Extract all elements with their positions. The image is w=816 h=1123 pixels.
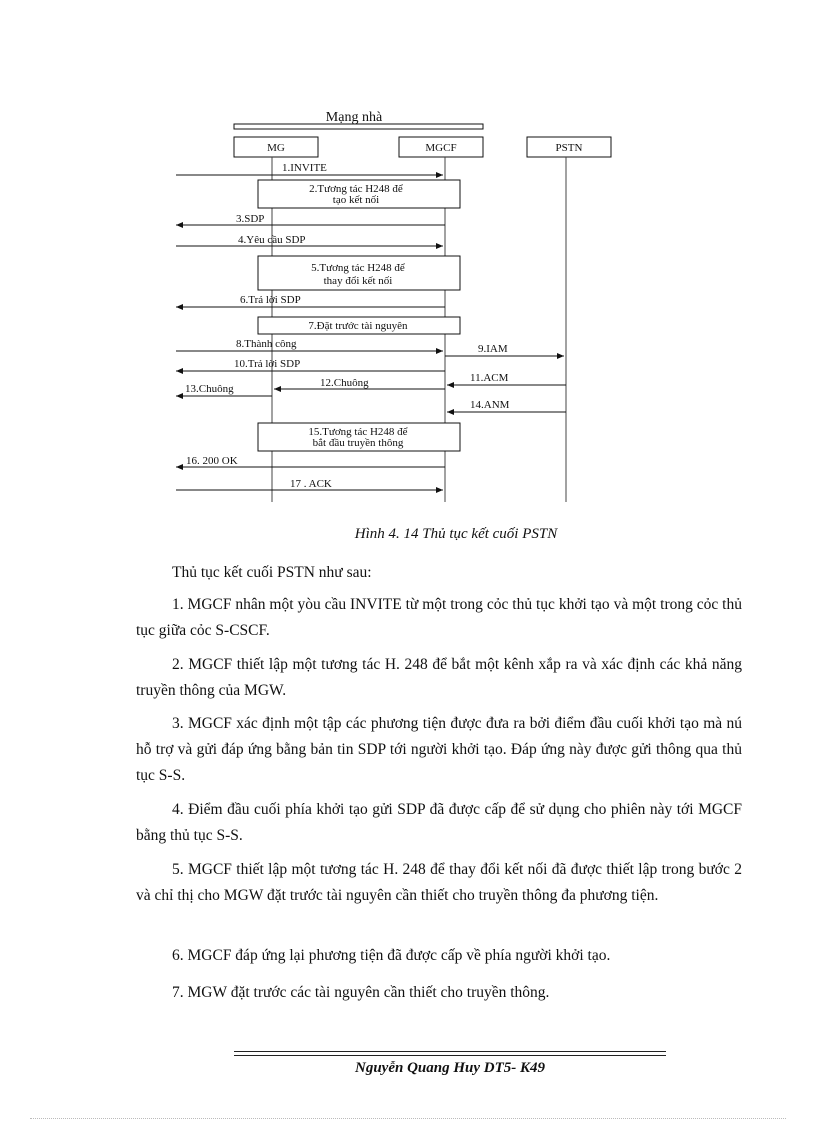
paragraph-step-2: 2. MGCF thiết lập một tương tác H. 248 để bắt một kênh xắp ra và xác định các khả năng truyền thông của MGW. [136, 656, 742, 699]
entity-label-mgcf: MGCF [425, 142, 457, 154]
msg-11: 11.ACM [470, 372, 509, 384]
box-2-line1: 2.Tương tác H248 để [309, 183, 403, 195]
sequence-diagram [0, 0, 816, 520]
msg-9: 9.IAM [478, 343, 508, 355]
paragraph-step-1: 1. MGCF nhân một yòu cầu INVITE từ một trong cỏc thủ tục khởi tạo và một trong cỏc thủ tục giữa cỏc S-CSCF. [136, 596, 742, 639]
msg-3: 3.SDP [236, 213, 265, 225]
box-5-line1: 5.Tương tác H248 để [311, 262, 405, 274]
paragraph-step-4: 4. Điểm đầu cuối phía khởi tạo gửi SDP đã được cấp để sử dụng cho phiên này tới MGCF bằng thủ tục S-S. [136, 801, 742, 844]
msg-4: 4.Yêu cầu SDP [238, 234, 306, 246]
paragraph-step-6: 6. MGCF đáp ứng lại phương tiện đã được cấp về phía người khởi tạo. [172, 947, 611, 964]
paragraph-step-7: 7. MGW đặt trước các tài nguyên cần thiết cho truyền thông. [172, 984, 550, 1001]
paragraph-step-5: 5. MGCF thiết lập một tương tác H. 248 để thay đổi kết nối đã được thiết lập trong bước 2 và chỉ thị cho MGW đặt trước tài nguyên cần thiết cho truyền thông đa phương tiện. [136, 861, 742, 904]
msg-10: 10.Trả lời SDP [234, 358, 301, 370]
group-label: Mạng nhà [325, 110, 383, 125]
footer-divider-thin [234, 1055, 666, 1056]
box-2-line2: tạo kết nối [332, 194, 380, 206]
figure-caption: Hình 4. 14 Thủ tục kết cuối PSTN [354, 526, 558, 542]
box-5-line2: thay đổi kết nối [323, 275, 393, 287]
msg-6: 6.Trả lời SDP [240, 294, 301, 306]
msg-1: 1.INVITE [282, 162, 327, 174]
entity-label-pstn: PSTN [555, 142, 583, 154]
footer-author: Nguyễn Quang Huy DT5- K49 [354, 1060, 545, 1076]
box-15-line1: 15.Tương tác H248 để [308, 426, 408, 438]
entity-label-mg: MG [267, 142, 285, 154]
msg-8: 8.Thành công [236, 338, 297, 350]
box-7-label: 7.Đặt trước tài nguyên [308, 320, 408, 332]
paragraph-intro: Thủ tục kết cuối PSTN như sau: [172, 564, 372, 581]
msg-17: 17 . ACK [290, 478, 332, 490]
page-bottom-border [30, 1118, 786, 1119]
msg-13: 13.Chuông [185, 383, 234, 395]
paragraph-step-3: 3. MGCF xác định một tập các phương tiện được đưa ra bởi điểm đầu cuối khởi tạo mà nú hỗ trợ và gửi đáp ứng bằng bản tin SDP tới người khởi tạo. Đáp ứng này được gửi thông qua thủ tục S-S. [136, 715, 742, 784]
msg-12: 12.Chuông [320, 377, 369, 389]
msg-16: 16. 200 OK [186, 455, 238, 467]
msg-14: 14.ANM [470, 399, 510, 411]
box-15-line2: bắt đầu truyền thông [312, 437, 404, 449]
footer-divider [234, 1051, 666, 1052]
